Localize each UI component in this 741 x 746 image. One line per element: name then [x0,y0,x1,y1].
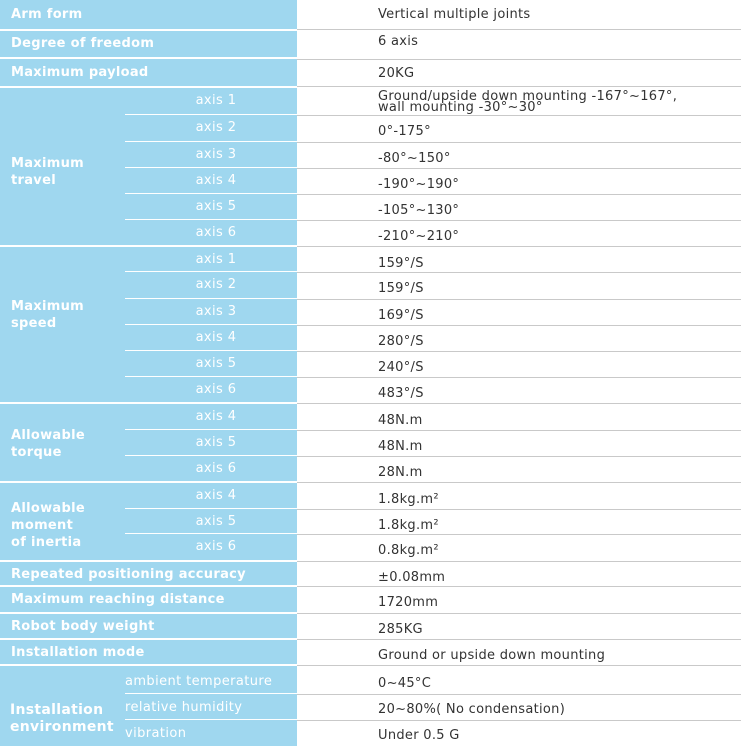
subrow-divider [125,429,297,430]
maximum-travel-value: Ground/upside down mounting -167°~167°, wall mounting -30°~30° [378,89,678,115]
arm-form-value: Vertical multiple joints [378,7,531,22]
maximum-travel-subrow-label: axis 3 [195,147,237,162]
maximum-speed-value: 159°/S [378,256,424,271]
environment-subrow-label: vibration [125,726,187,741]
degree-of-freedom-value: 6 axis [378,34,419,49]
maximum-travel-value: -190°~190° [378,177,460,192]
maximum-speed-value: 159°/S [378,281,424,296]
row-divider [297,509,741,510]
subrow-divider [125,693,297,694]
subrow-divider [125,193,297,194]
row-divider [297,377,741,378]
row-divider [297,456,741,457]
row-divider [297,561,741,562]
allowable-torque-label: Allowable torque [11,428,85,460]
allowable-inertia-value: 1.8kg.m² [378,492,439,507]
environment-value: 20~80%( No condensation) [378,702,566,717]
allowable-torque-subrow-label: axis 6 [195,461,237,476]
maximum-travel-value: 0°-175° [378,124,431,139]
maximum-travel-subrow-label: axis 2 [195,120,237,135]
subrow-divider [125,114,297,115]
maximum-speed-value: 280°/S [378,334,424,349]
allowable-torque-value: 28N.m [378,465,423,480]
maximum-payload-value: 20KG [378,66,415,81]
maximum-travel-label: Maximum travel [11,156,84,188]
environment-subrow-label: ambient temperature [125,674,273,689]
row-divider [297,86,741,87]
maximum-speed-subrow-label: axis 3 [195,304,237,319]
spec-row-2-value: 1720mm [378,595,439,610]
maximum-speed-value: 240°/S [378,360,424,375]
subrow-divider [125,324,297,325]
allowable-inertia-value: 1.8kg.m² [378,518,439,533]
row-divider [297,720,741,721]
spec-row-2-label: Maximum reaching distance [11,592,225,607]
maximum-travel-value: -210°~210° [378,229,460,244]
allowable-torque-subrow-label: axis 5 [195,435,237,450]
maximum-travel-value: -105°~130° [378,203,460,218]
subrow-divider [125,219,297,220]
spec-row-4-label: Installation mode [11,645,145,660]
row-divider [297,639,741,640]
spec-row-3-value: 285KG [378,622,423,637]
row-divider [297,272,741,273]
row-divider [297,325,741,326]
allowable-torque-value: 48N.m [378,439,423,454]
maximum-speed-value: 169°/S [378,308,424,323]
subrow-divider [125,508,297,509]
subrow-divider [125,376,297,377]
row-divider [297,194,741,195]
environment-value: 0~45°C [378,676,432,691]
allowable-torque-subrow-label: axis 4 [195,409,237,424]
maximum-travel-subrow-label: axis 5 [195,199,237,214]
allowable-torque-value: 48N.m [378,413,423,428]
row-divider [297,694,741,695]
row-divider [297,142,741,143]
row-divider [297,351,741,352]
row-divider [297,299,741,300]
allowable-inertia-value: 0.8kg.m² [378,543,439,558]
maximum-travel-subrow-label: axis 6 [195,225,237,240]
subrow-divider [125,719,297,720]
row-divider [297,482,741,483]
row-divider [297,220,741,221]
maximum-speed-label: Maximum speed [11,299,84,331]
subrow-divider [125,167,297,168]
maximum-travel-subrow-label: axis 4 [195,173,237,188]
arm-form-label: Arm form [11,7,83,22]
maximum-speed-subrow-label: axis 4 [195,330,237,345]
degree-of-freedom-label: Degree of freedom [11,36,155,51]
row-divider [297,168,741,169]
spec-row-3-label: Robot body weight [11,619,155,634]
installation-environment-label: Installation environment [10,702,114,735]
subrow-divider [125,533,297,534]
allowable-inertia-subrow-label: axis 6 [195,539,237,554]
allowable-inertia-subrow-label: axis 4 [195,488,237,503]
allowable-inertia-subrow-label: axis 5 [195,514,237,529]
maximum-speed-subrow-label: axis 5 [195,356,237,371]
row-divider [297,246,741,247]
subrow-divider [125,455,297,456]
environment-value: Under 0.5 G [378,728,460,743]
maximum-payload-label: Maximum payload [11,65,149,80]
subrow-divider [125,141,297,142]
row-divider [297,430,741,431]
row-divider [297,534,741,535]
subrow-divider [125,298,297,299]
maximum-speed-subrow-label: axis 2 [195,277,237,292]
maximum-speed-subrow-label: axis 6 [195,382,237,397]
environment-subrow-label: relative humidity [125,700,243,715]
maximum-travel-subrow-label: axis 1 [195,93,237,108]
subrow-divider [125,271,297,272]
spec-row-1-label: Repeated positioning accuracy [11,567,246,582]
row-divider [297,115,741,116]
maximum-speed-value: 483°/S [378,386,424,401]
allowable-inertia-label: Allowable moment of inertia [11,501,85,550]
spec-row-1-value: ±0.08mm [378,570,446,585]
row-divider [297,59,741,60]
row-divider [297,665,741,666]
maximum-travel-value: -80°~150° [378,151,451,166]
subrow-divider [125,350,297,351]
row-divider [297,403,741,404]
row-divider [297,29,741,30]
maximum-speed-subrow-label: axis 1 [195,252,237,267]
row-divider [297,613,741,614]
row-divider [297,586,741,587]
spec-row-4-value: Ground or upside down mounting [378,648,606,663]
